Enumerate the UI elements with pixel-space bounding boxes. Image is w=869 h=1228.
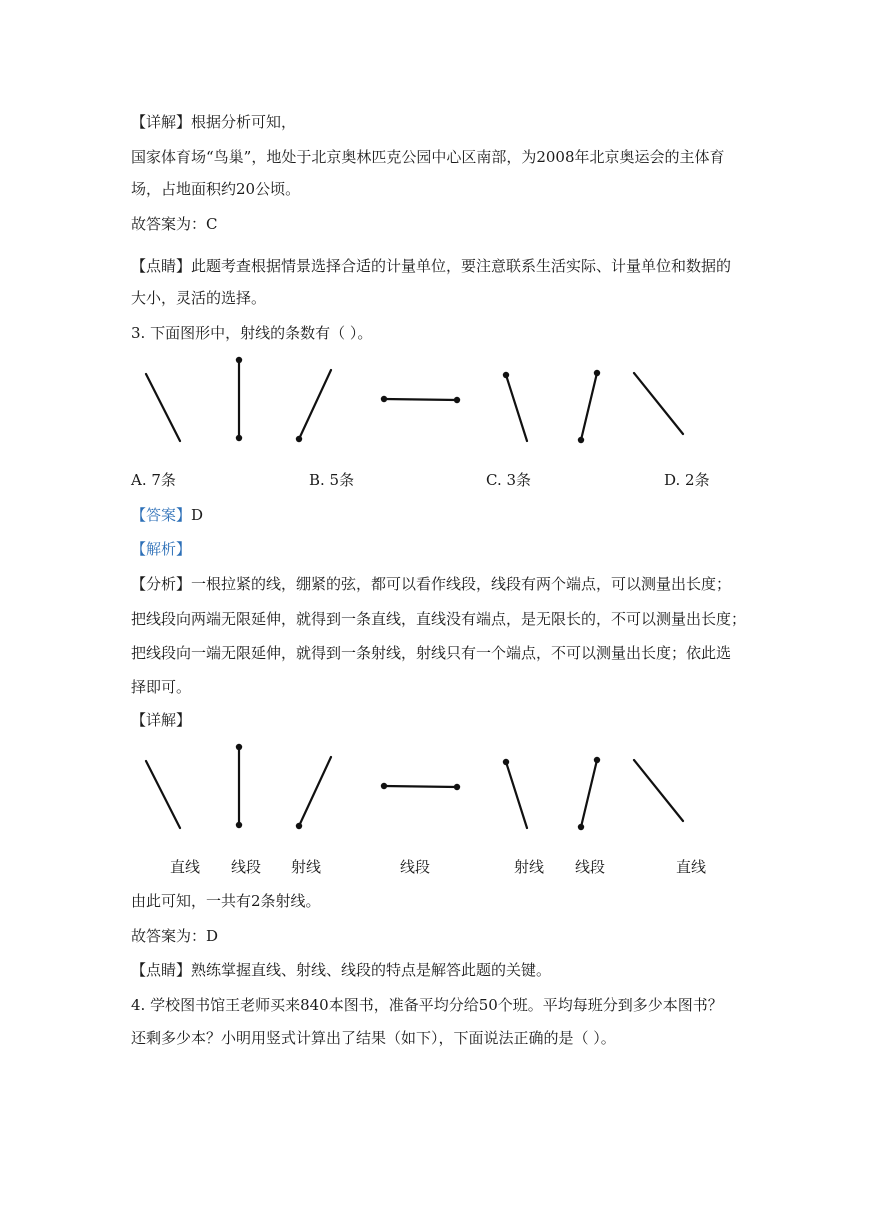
endpoint [454, 397, 460, 403]
figure-segment-6 [581, 760, 597, 827]
figure-label-5: 射线 [514, 858, 545, 876]
figure-label-6: 线段 [575, 858, 606, 876]
analysis-line-2: 把线段向两端无限延伸，就得到一条直线，直线没有端点，是无限长的，不可以测量出长度； [131, 610, 747, 628]
answer-line: 故答案为：C [131, 215, 218, 233]
figure-label-7: 直线 [676, 858, 707, 876]
figure-segment-4 [384, 399, 457, 400]
analysis-tag: 【解析】 [131, 540, 192, 558]
endpoint [454, 784, 460, 790]
figure-ray-5 [506, 375, 527, 441]
endpoint [381, 396, 387, 402]
figure-line-7 [634, 760, 683, 821]
figure-ray-3 [299, 370, 331, 439]
figure-ray-5 [506, 762, 527, 828]
endpoint [296, 436, 302, 442]
question-figure [0, 350, 869, 450]
question-4-line-1: 4. 学校图书馆王老师买来840本图书，准备平均分给50个班。平均每班分到多少本图书？ [131, 996, 723, 1014]
option-c: C. 3条 [486, 471, 532, 489]
analysis-line-1 [131, 574, 731, 594]
figure-line-7 [634, 373, 683, 434]
endpoint [578, 437, 584, 443]
conclusion-line: 由此可知，一共有2条射线。 [131, 892, 321, 910]
figure-segment-4 [384, 786, 457, 787]
option-d: D. 2条 [664, 471, 710, 489]
detail-figure [0, 737, 869, 837]
figure-line-1 [146, 761, 180, 828]
comment-text-1: 此题考查根据情景选择合适的计量单位，要注意联系生活实际、计量单位和数据的 [191, 257, 732, 275]
detail-text: 根据分析可知， [191, 113, 297, 131]
final-answer-line: 故答案为：D [131, 927, 219, 945]
comment-text-3: 熟练掌握直线、射线、线段的特点是解答此题的关键。 [191, 961, 552, 979]
endpoint [594, 370, 600, 376]
option-b: B. 5条 [309, 471, 355, 489]
answer-tag: 【答案】 [131, 506, 192, 524]
endpoint [296, 823, 302, 829]
figure-segment-6 [581, 373, 597, 440]
comment-tag-2: 【点睛】 [131, 961, 192, 979]
figure-line-1 [146, 374, 180, 441]
endpoint [236, 357, 242, 363]
endpoint [381, 783, 387, 789]
option-a: A. 7条 [131, 471, 176, 489]
comment-line-2: 大小，灵活的选择。 [131, 289, 267, 307]
analysis-text-1: 一根拉紧的线，绷紧的弦，都可以看作线段，线段有两个端点，可以测量出长度； [191, 575, 732, 593]
comment-tag: 【点睛】 [131, 257, 192, 275]
detail-tag-2: 【详解】 [131, 711, 192, 729]
endpoint [503, 759, 509, 765]
analysis-head: 【分析】 [131, 575, 192, 593]
figure-ray-3 [299, 757, 331, 826]
paragraph-line-1: 国家体育场“鸟巢”，地处于北京奥林匹克公园中心区南部，为2008年北京奥运会的主体育 [131, 148, 725, 166]
figure-label-3: 射线 [291, 858, 322, 876]
answer-line [131, 505, 203, 525]
analysis-line-4: 择即可。 [131, 678, 192, 696]
paragraph-line-2: 场，占地面积约20公顷。 [131, 180, 301, 198]
endpoint [578, 824, 584, 830]
analysis-line-3: 把线段向一端无限延伸，就得到一条射线，射线只有一个端点，不可以测量出长度；依此选 [131, 644, 732, 662]
comment-line-3 [131, 960, 551, 980]
detail-line [131, 112, 296, 132]
figure-label-1: 直线 [170, 858, 201, 876]
question-3-stem: 3. 下面图形中，射线的条数有（ ）。 [131, 324, 373, 342]
answer-value: D [191, 506, 204, 524]
endpoint [594, 757, 600, 763]
figure-label-2: 线段 [231, 858, 262, 876]
endpoint [236, 822, 242, 828]
endpoint [236, 744, 242, 750]
endpoint [236, 435, 242, 441]
question-4-line-2: 还剩多少本？小明用竖式计算出了结果（如下），下面说法正确的是（ ）。 [131, 1029, 616, 1047]
figure-label-4: 线段 [400, 858, 431, 876]
comment-line-1 [131, 256, 731, 276]
endpoint [503, 372, 509, 378]
detail-tag: 【详解】 [131, 113, 192, 131]
